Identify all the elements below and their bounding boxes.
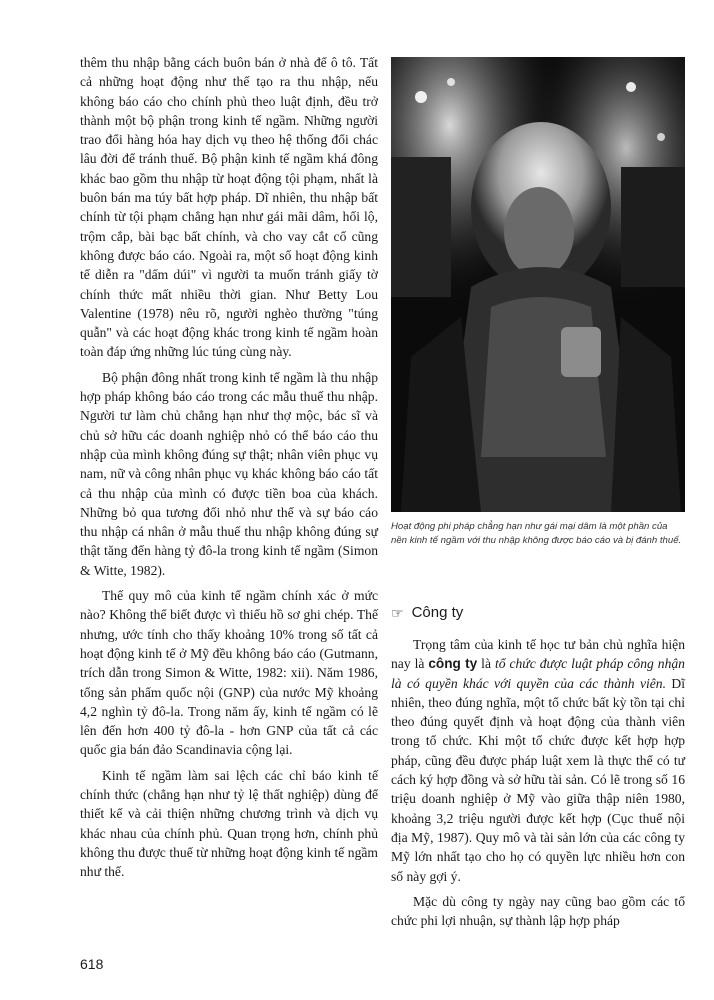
paragraph-text: là xyxy=(477,656,495,672)
paragraph: Bộ phận đông nhất trong kinh tế ngầm là thu nhập hợp pháp không báo cáo trong các mẫu thuế thu nhập. Người tư làm chủ chẳng hạn như thợ mộc, bác sĩ và chủ sở hữu các doanh nghiệp nhỏ có thể báo cáo thu nhập của mình không đúng sự thật; nhân viên phục vụ nam, nữ và công nhân phục vụ khác không báo cáo tất cả thu nhập của mình có được tiền boa của khách. Những bỏ qua tương đối nhỏ như thế và sự báo cáo thu nhập cá nhân ở mẫu thuế thu nhập không đúng sự thật tăng đến hàng tỷ đô-la trong kinh tế ngầm (Simon & Witte, 1982). xyxy=(80,369,378,578)
paragraph-text: Trọng tâm của kinh tế học tư bản chủ nghĩa hiện nay là xyxy=(391,637,685,672)
paragraph: Mặc dù công ty ngày nay cũng bao gồm các tổ chức phi lợi nhuận, sự thành lập hợp pháp xyxy=(391,893,685,929)
key-term: công ty xyxy=(428,656,478,672)
paragraph: Thế quy mô của kinh tế ngầm chính xác ở mức nào? Không thể biết được vì thiếu hồ sơ ghi chép. Thế nhưng, ước tính cho thấy khoảng 10% trong số tất cả hoạt động kinh tế ở Mỹ đều không báo cáo (Gutmann, trích dẫn trong Simon & Witte, 1982: xii). Năm 1986, tổng sản phẩm quốc nội (GNP) của nước Mỹ khoảng 4,2 nghìn tỷ đô-la. Trong năm ấy, kinh tế ngầm có lẽ lên đến hơn 400 tỷ đô-la - hơn GNP của tất cả các quốc gia bán đảo Scandinavia cộng lại. xyxy=(80,588,378,758)
left-text-column xyxy=(80,53,378,887)
paragraph: Kinh tế ngầm làm sai lệch các chỉ báo kinh tế chính thức (chẳng hạn như tỷ lệ thất nghiệp) dùng để thiết kế và cải thiện những chương trình và dịch vụ khác nhau của chính phủ. Quan trọng hơn, chính phủ không thu được thuế từ những hoạt động kinh tế ngầm như thế. xyxy=(80,767,378,880)
photo-caption: Hoạt động phi pháp chẳng hạn như gái mại dâm là một phần của nền kinh tế ngầm với thu nhập không được báo cáo và bị đánh thuế. xyxy=(391,521,682,546)
hand-pointer-icon: ☞ xyxy=(391,604,404,621)
paragraph-text: Dĩ nhiên, theo đúng nghĩa, một tổ chức bất kỳ tồn tại chỉ theo đúng quyết định và hoạt động của thành viên trong tổ chức. Khi một tổ chức được kết hợp hợp pháp, cũng đều được pháp luật xem là thực thể có tư cách ký hợp đồng và sở hữu tài sản. Có lẽ trong số 16 triệu doanh nghiệp ở Mỹ vào giữa thập niên 1980, khoảng 3,2 triệu người được kết hợp (Cục thuế nội địa Mỹ, 1987). Quy mô và tài sản lớn của các công ty Mỹ lớn nhất tạo cho họ có quyền lực nhiều hơn con số này gợi ý. xyxy=(391,675,685,884)
section-heading xyxy=(391,604,685,621)
paragraph xyxy=(391,635,685,886)
definition: tổ chức được luật pháp công nhận là có quyền khác với quyền của các thành viên. xyxy=(391,656,685,691)
page-number: 618 xyxy=(80,956,104,972)
paragraph: thêm thu nhập bằng cách buôn bán ở nhà để ô tô. Tất cả những hoạt động như thế tạo ra thu nhập, nếu không báo cáo cho chính phủ theo luật định, đều trở thành một bộ phận trong kinh tế ngầm. Những người trao đổi hàng hóa hay dịch vụ theo hệ thống đổi chác lâu đời để tránh thuế. Bộ phận kinh tế ngầm khá đông khác bao gồm thu nhập từ hoạt động tội phạm, nhất là buôn bán ma túy bất hợp pháp. Dĩ nhiên, thu nhập bất chính từ tội phạm chẳng hạn như gái mãi dâm, hối lộ, trộm cắp, bài bạc bất chính, và cho vay cắt cổ cũng không được báo cáo. Ngoài ra, một số hoạt động kinh tế diễn ra "dấm dúi" vì người ta muốn tránh giấy tờ chính thức mất nhiều thời gian. Như Betty Lou Valentine (1978) nêu rõ, người nghèo thường "túng quẫn" và các hoạt động khác trong kinh tế ngầm hoàn toàn đáp ứng những lúc túng cùng này. xyxy=(80,55,378,360)
photo-image xyxy=(391,57,685,512)
right-text-column xyxy=(391,635,685,936)
section-title: Công ty xyxy=(411,604,464,621)
street-photo xyxy=(391,57,685,512)
